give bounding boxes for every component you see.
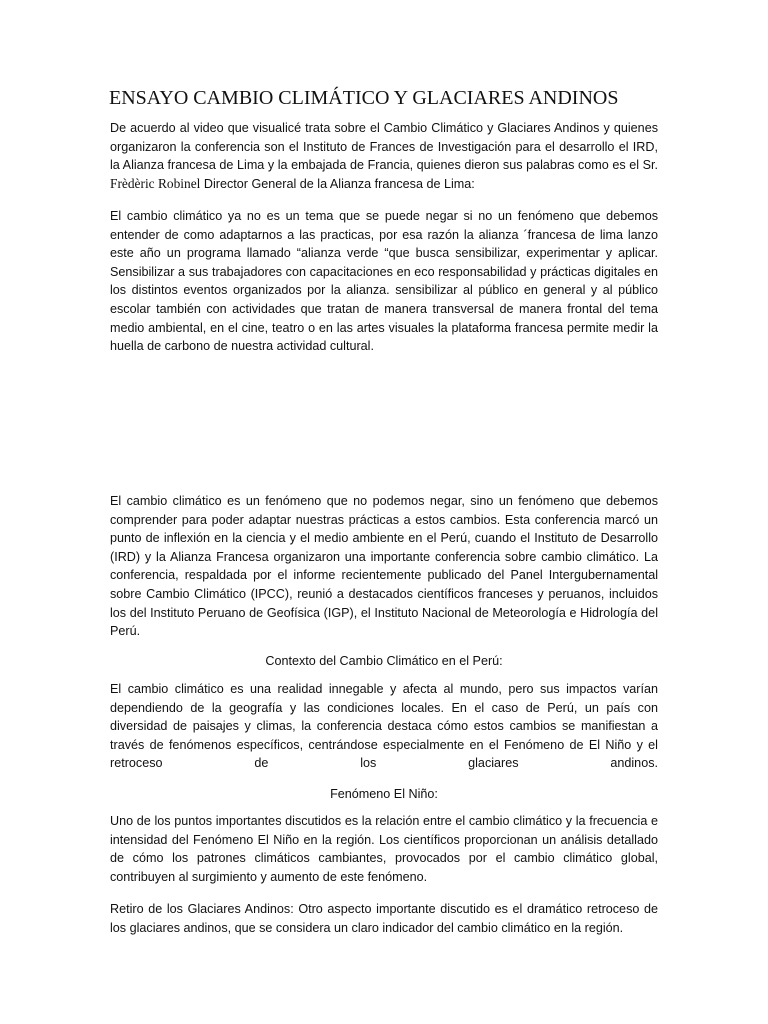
document-title: ENSAYO CAMBIO CLIMÁTICO Y GLACIARES ANDINOS [109, 87, 619, 109]
paragraph-alianza-verde: El cambio climático ya no es un tema que se puede negar si no un fenómeno que debemos entender de como adaptarnos a las practicas, por esa razón la alianza ´francesa de lima lanzo este año un programa llamado “alianza verde “que busca sensibilizar, experimentar y aplicar. Sensibilizar a sus trabajadores con capacitaciones en eco responsabilidad y prácticas digitales en los distintos eventos organizados por la alianza. sensibilizar al público en general y al público escolar también con actividades que tratan de manera transversal de manera frontal del tema medio ambiental, en el cine, teatro o en las artes visuales la plataforma francesa permite medir la huella de carbono de nuestra actividad cultural. [110, 209, 658, 354]
intro-paragraph [110, 119, 658, 193]
paragraph-nino: Uno de los puntos importantes discutidos es la relación entre el cambio climático y la frecuencia e intensidad del Fenómeno El Niño en la región. Los científicos proporcionan un análisis detallado de cómo los patrones climáticos cambiantes, provocados por el cambio climático global, contribuyen al surgimiento y aumento de este fenómeno. [110, 814, 658, 884]
paragraph-glaciares: Retiro de los Glaciares Andinos: Otro aspecto importante discutido es el dramático retroceso de los glaciares andinos, que se considera un claro indicador del cambio climático en la región. [110, 902, 658, 935]
intro-text-end: Director General de la Alianza francesa de Lima: [203, 176, 475, 191]
paragraph-conferencia: El cambio climático es un fenómeno que no podemos negar, sino un fenómeno que debemos comprender para poder adaptar nuestras prácticas a estos cambios. Esta conferencia marcó un punto de inflexión en la ciencia y el medio ambiente en el Perú, cuando el Instituto de Desarrollo (IRD) y la Alianza Francesa organizaron una importante conferencia sobre cambio climático. La conferencia, respaldada por el informe recientemente publicado del Panel Intergubernamental sobre Cambio Climático (IPCC), reunió a destacados científicos franceses y peruanos, incluidos los del Instituto Peruano de Geofísica (IGP), el Instituto Nacional de Meteorología e Hidrología del Perú. [110, 494, 658, 639]
director-name: Frèdèric Robinel [110, 175, 201, 191]
heading-contexto: Contexto del Cambio Climático en el Perú: [265, 654, 503, 668]
heading-nino: Fenómeno El Niño: [330, 787, 438, 801]
paragraph-contexto: El cambio climático es una realidad innegable y afecta al mundo, pero sus impactos varían dependiendo de la geografía y las condiciones locales. En el caso de Perú, un país con diversidad de paisajes y climas, la conferencia destaca cómo estos cambios se manifiestan a través de fenómenos específicos, centrándose especialmente en el Fenómeno de El Niño y el retroceso de los glaciares andinos. [110, 682, 658, 771]
intro-text: De acuerdo al video que visualicé trata sobre el Cambio Climático y Glaciares Andinos y quienes organizaron la conferencia son el Instituto de Frances de Investigación para el desarrollo el IRD, la Alianza francesa de Lima y la embajada de Francia, quienes dieron sus palabras como es el Sr. [110, 121, 658, 173]
